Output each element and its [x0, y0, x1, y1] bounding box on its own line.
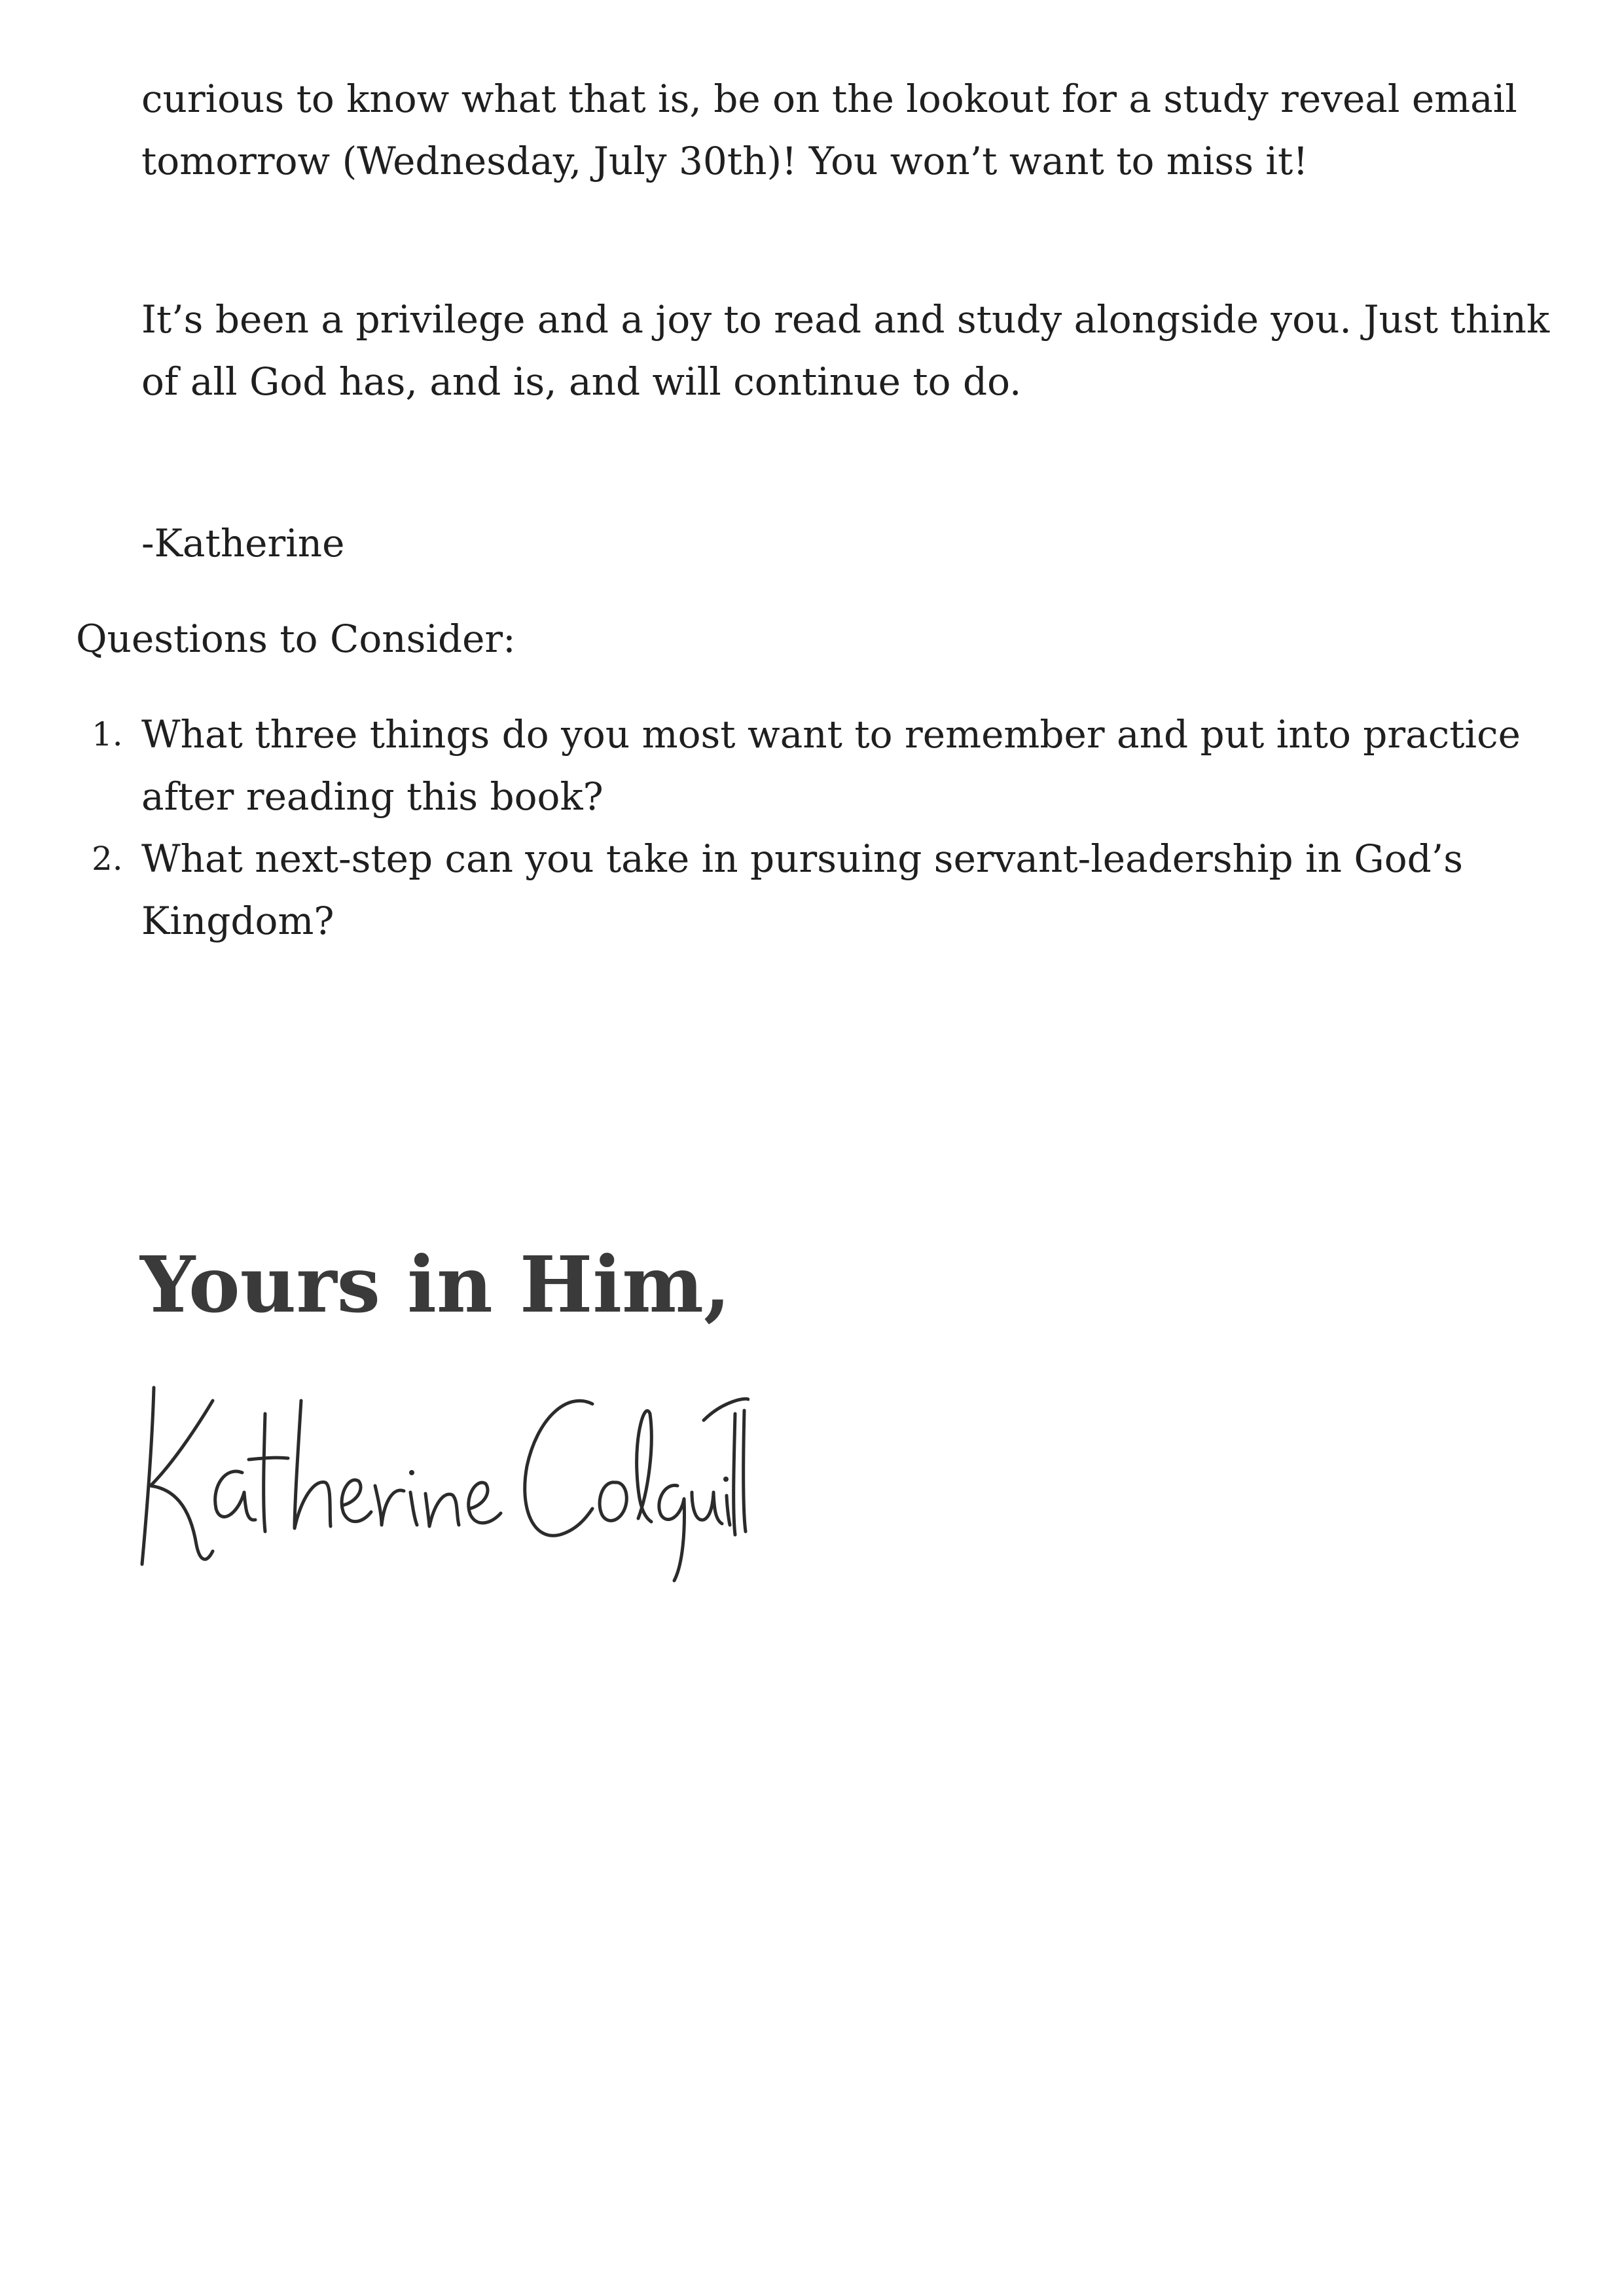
- closing-salutation: Yours in Him,: [140, 1239, 731, 1330]
- question-number: 1.: [92, 715, 123, 753]
- question-text: What three things do you most want to remember and put into practice after reading this book?: [141, 712, 1521, 819]
- question-number: 2.: [92, 840, 123, 878]
- short-signoff: -Katherine: [141, 521, 345, 565]
- questions-list: [0, 704, 1624, 952]
- question-item: [0, 704, 1555, 828]
- question-text: What next-step can you take in pursuing servant-leadership in God’s Kingdom?: [141, 836, 1464, 943]
- study-reveal-paragraph: curious to know what that is, be on the lookout for a study reveal email tomorrow (Wednesday, July 30th)! You won’t want to miss it!: [141, 77, 1517, 183]
- question-item: [0, 828, 1555, 952]
- privilege-paragraph: It’s been a privilege and a joy to read and study alongside you. Just think of all God has, and is, and will continue to do.: [141, 297, 1550, 404]
- questions-heading: Questions to Consider:: [76, 617, 516, 661]
- handwritten-signature: [134, 1374, 749, 1584]
